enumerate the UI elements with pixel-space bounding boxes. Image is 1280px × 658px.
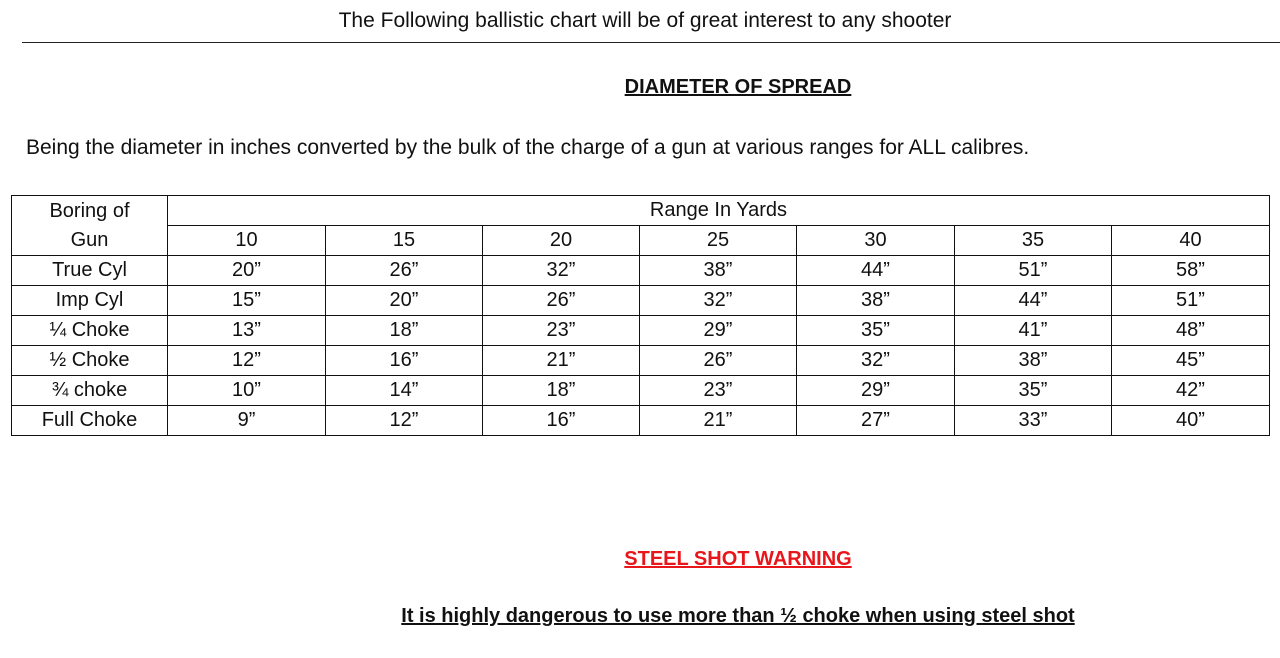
warning-title: STEEL SHOT WARNING <box>624 548 852 570</box>
header-text: The Following ballistic chart will be of great interest to any shooter <box>338 9 952 32</box>
spread-cell: 44” <box>955 286 1112 316</box>
boring-label: Imp Cyl <box>12 286 168 316</box>
table-header-row <box>12 196 1270 226</box>
spread-cell: 29” <box>797 376 955 406</box>
section-description: Being the diameter in inches converted by the bulk of the charge of a gun at various ranges for ALL calibres. <box>26 136 1030 159</box>
spread-cell: 58” <box>1112 256 1270 286</box>
range-cell: 30 <box>797 226 955 256</box>
range-header: Range In Yards <box>168 196 1270 226</box>
spread-cell: 32” <box>797 346 955 376</box>
table-row <box>12 376 1270 406</box>
boring-label: Full Choke <box>12 406 168 436</box>
spread-cell: 45” <box>1112 346 1270 376</box>
spread-cell: 32” <box>640 286 797 316</box>
spread-cell: 26” <box>640 346 797 376</box>
table-row <box>12 406 1270 436</box>
spread-cell: 15” <box>168 286 326 316</box>
spread-cell: 51” <box>1112 286 1270 316</box>
spread-cell: 21” <box>483 346 640 376</box>
spread-cell: 21” <box>640 406 797 436</box>
table-row <box>12 256 1270 286</box>
table-row <box>12 346 1270 376</box>
spread-cell: 20” <box>326 286 483 316</box>
range-values-row <box>12 226 1270 256</box>
spread-cell: 27” <box>797 406 955 436</box>
spread-cell: 38” <box>640 256 797 286</box>
spread-cell: 26” <box>483 286 640 316</box>
boring-label: ¼ Choke <box>12 316 168 346</box>
spread-cell: 40” <box>1112 406 1270 436</box>
spread-cell: 35” <box>797 316 955 346</box>
section-title: DIAMETER OF SPREAD <box>624 76 852 98</box>
boring-label: True Cyl <box>12 256 168 286</box>
spread-cell: 41” <box>955 316 1112 346</box>
spread-cell: 13” <box>168 316 326 346</box>
spread-cell: 44” <box>797 256 955 286</box>
spread-cell: 38” <box>797 286 955 316</box>
corner-label-line1: Boring of <box>49 199 130 222</box>
spread-cell: 38” <box>955 346 1112 376</box>
spread-cell: 20” <box>168 256 326 286</box>
range-cell: 15 <box>326 226 483 256</box>
range-cell: 20 <box>483 226 640 256</box>
table-row <box>12 286 1270 316</box>
spread-cell: 12” <box>326 406 483 436</box>
warning-text: It is highly dangerous to use more than ½ choke when using steel shot <box>401 605 1075 627</box>
spread-cell: 23” <box>483 316 640 346</box>
corner-label-line2: Gun <box>70 228 109 251</box>
spread-cell: 14” <box>326 376 483 406</box>
spread-cell: 35” <box>955 376 1112 406</box>
spread-cell: 12” <box>168 346 326 376</box>
range-cell: 40 <box>1112 226 1270 256</box>
boring-label: ½ Choke <box>12 346 168 376</box>
table-corner-header <box>12 196 168 256</box>
spread-cell: 48” <box>1112 316 1270 346</box>
range-cell: 25 <box>640 226 797 256</box>
spread-cell: 32” <box>483 256 640 286</box>
spread-cell: 9” <box>168 406 326 436</box>
range-cell: 10 <box>168 226 326 256</box>
spread-cell: 23” <box>640 376 797 406</box>
spread-table <box>11 195 1270 436</box>
spread-cell: 16” <box>326 346 483 376</box>
spread-cell: 42” <box>1112 376 1270 406</box>
table-row <box>12 316 1270 346</box>
spread-cell: 18” <box>326 316 483 346</box>
boring-label: ¾ choke <box>12 376 168 406</box>
range-cell: 35 <box>955 226 1112 256</box>
spread-cell: 10” <box>168 376 326 406</box>
header-divider <box>22 42 1280 43</box>
spread-cell: 16” <box>483 406 640 436</box>
spread-cell: 51” <box>955 256 1112 286</box>
spread-cell: 33” <box>955 406 1112 436</box>
spread-cell: 26” <box>326 256 483 286</box>
spread-cell: 18” <box>483 376 640 406</box>
spread-cell: 29” <box>640 316 797 346</box>
